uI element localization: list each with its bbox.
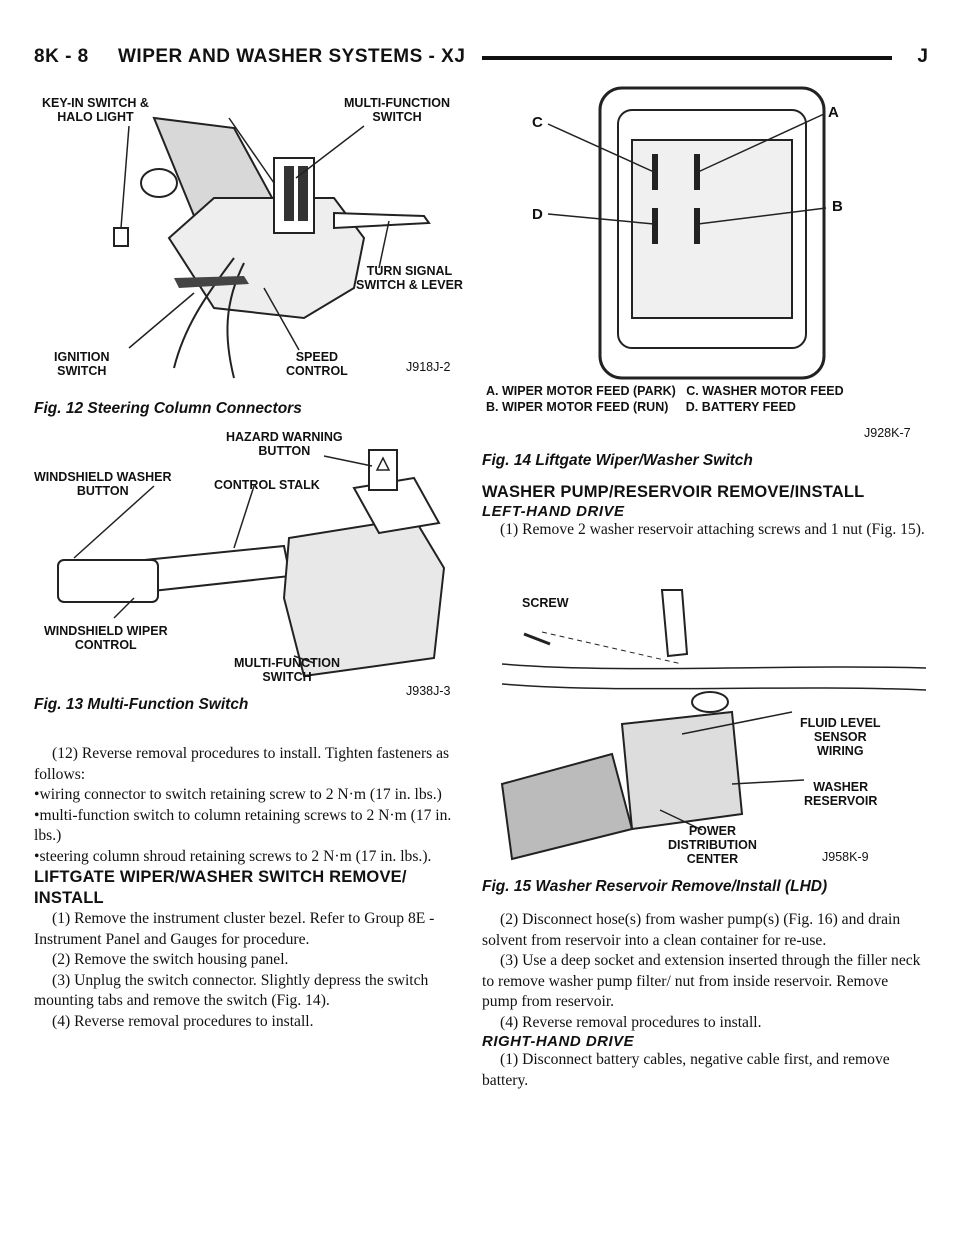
- lhd-step-4: (4) Reverse removal procedures to install.: [500, 1013, 762, 1031]
- label-wiper-control: WINDSHIELD WIPER CONTROL: [44, 624, 168, 652]
- paragraph-reverse-removal: (12) Reverse removal procedures to install. Tighten fasteners as follows:: [34, 745, 450, 783]
- section-heading: WASHER PUMP/RESERVOIR REMOVE/INSTALL: [482, 483, 865, 501]
- figure-code: J928K-7: [864, 426, 911, 440]
- label-turn-signal: TURN SIGNAL SWITCH & LEVER: [356, 264, 463, 292]
- figure-washer-reservoir: [482, 584, 926, 904]
- page-number: 8K - 8: [34, 46, 89, 67]
- pin-label-b: B: [832, 198, 843, 215]
- pin-label-a: A: [828, 104, 839, 121]
- label-multi-function: MULTI-FUNCTION SWITCH: [234, 656, 340, 684]
- step-2: (2) Remove the switch housing panel.: [52, 951, 289, 968]
- steering-column-illustration: [34, 88, 474, 388]
- figure-code: J938J-3: [406, 684, 451, 698]
- header-rule: [482, 56, 892, 60]
- lhd-step-1: (1) Remove 2 washer reservoir attaching screws and 1 nut (Fig. 15).: [500, 521, 925, 538]
- section-title: WIPER AND WASHER SYSTEMS - XJ: [118, 46, 466, 67]
- figure-caption: Fig. 12 Steering Column Connectors: [34, 400, 302, 417]
- subheading-rhd: RIGHT-HAND DRIVE: [482, 1033, 635, 1050]
- lhd-step-3: (3) Use a deep socket and extension inserted through the filler neck to remove washer pump filter/ nut from inside reservoir. Remove pump from reservoir.: [482, 952, 921, 1010]
- figure-liftgate-switch: [482, 84, 926, 474]
- right-column-top: [482, 476, 926, 541]
- label-ignition-switch: IGNITION SWITCH: [54, 350, 110, 378]
- legend-line-2: B. WIPER MOTOR FEED (RUN) D. BATTERY FEED: [486, 400, 796, 414]
- label-multi-function-switch: MULTI-FUNCTION SWITCH: [344, 96, 450, 124]
- subheading-lhd: LEFT-HAND DRIVE: [482, 503, 625, 520]
- pin-label-d: D: [532, 206, 543, 223]
- label-washer-button: WINDSHIELD WASHER BUTTON: [34, 470, 172, 498]
- figure-caption: Fig. 14 Liftgate Wiper/Washer Switch: [482, 452, 753, 469]
- bullet-item: •multi-function switch to column retaining screws to 2 N·m (17 in. lbs.): [34, 806, 452, 844]
- figure-multi-function-switch: [34, 428, 474, 738]
- right-column-bottom: [482, 910, 926, 1091]
- label-speed-control: SPEED CONTROL: [286, 350, 348, 378]
- figure-code: J958K-9: [822, 850, 869, 864]
- liftgate-switch-connector-illustration: [482, 84, 926, 384]
- bullet-item: •steering column shroud retaining screws to 2 N·m (17 in. lbs.).: [34, 847, 432, 865]
- header-letter: J: [917, 46, 928, 67]
- left-column: [34, 744, 474, 1032]
- step-1: (1) Remove the instrument cluster bezel. Refer to Group 8E - Instrument Panel and Gauges for procedure.: [34, 910, 435, 948]
- label-key-in-switch: KEY-IN SWITCH & HALO LIGHT: [42, 96, 149, 124]
- bullet-item: •wiring connector to switch retaining screw to 2 N·m (17 in. lbs.): [34, 786, 442, 803]
- label-hazard-warning: HAZARD WARNING BUTTON: [226, 430, 343, 458]
- step-3: (3) Unplug the switch connector. Slightly depress the switch mounting tabs and remove the switch (Fig. 14).: [34, 971, 429, 1009]
- figure-caption: Fig. 15 Washer Reservoir Remove/Install (LHD): [482, 878, 828, 895]
- pin-label-c: C: [532, 114, 543, 131]
- label-screw: SCREW: [522, 596, 569, 610]
- label-power-distribution: POWER DISTRIBUTION CENTER: [668, 824, 757, 866]
- step-4: (4) Reverse removal procedures to install.: [52, 1012, 314, 1030]
- label-control-stalk: CONTROL STALK: [214, 478, 320, 492]
- legend-line-1: A. WIPER MOTOR FEED (PARK) C. WASHER MOTOR FEED: [486, 384, 844, 398]
- figure-steering-column-connectors: [34, 88, 474, 423]
- section-heading: LIFTGATE WIPER/WASHER SWITCH REMOVE/ INSTALL: [34, 868, 407, 907]
- label-fluid-level-sensor: FLUID LEVEL SENSOR WIRING: [800, 716, 881, 758]
- rhd-step-1: (1) Disconnect battery cables, negative cable first, and remove battery.: [482, 1051, 890, 1089]
- lhd-step-2: (2) Disconnect hose(s) from washer pump(s) (Fig. 16) and drain solvent from reservoir into a clean container for re-use.: [482, 911, 901, 949]
- label-washer-reservoir: WASHER RESERVOIR: [804, 780, 878, 808]
- figure-code: J918J-2: [406, 360, 451, 374]
- figure-caption: Fig. 13 Multi-Function Switch: [34, 696, 249, 713]
- page-header: [34, 46, 928, 72]
